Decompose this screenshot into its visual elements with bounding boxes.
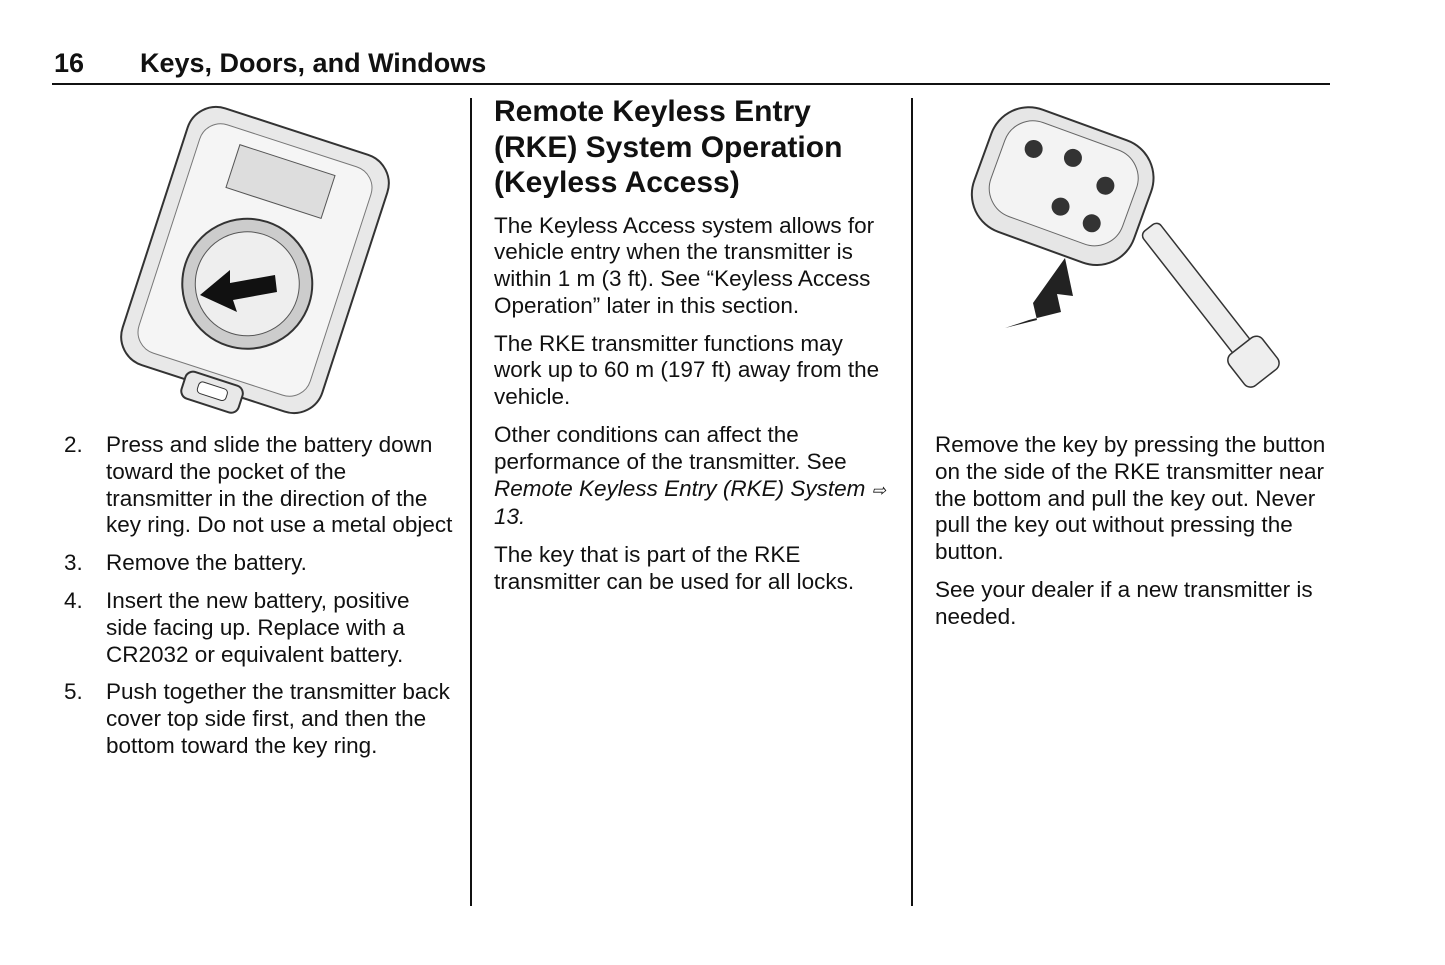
list-item: 5. Push together the transmitter back cover top side first, and then the bottom toward the key ring.	[64, 679, 450, 758]
battery-steps-list	[54, 432, 454, 760]
transmitter-battery-illustration	[105, 100, 400, 415]
paragraph: The Keyless Access system allows for vehicle entry when the transmitter is within 1 m (3 ft). See “Keyless Access Operation” later in this section.	[494, 212, 875, 318]
cross-reference-link[interactable]: Remote Keyless Entry (RKE) System ⇨ 13.	[494, 475, 886, 530]
column-divider	[470, 98, 472, 906]
key-removal-illustration	[965, 98, 1300, 418]
page-reference-arrow-icon: ⇨	[871, 480, 886, 500]
list-item: 4. Insert the new battery, positive side facing up. Replace with a CR2032 or equivalent battery.	[64, 587, 410, 667]
page-number: 16	[54, 48, 85, 78]
section-heading: Remote Keyless Entry (RKE) System Operation (Keyless Access)	[494, 95, 843, 199]
paragraph: Remove the key by pressing the button on the side of the RKE transmitter near the bottom and pull the key out. Never pull the key out without pressing the button.	[935, 432, 1326, 565]
middle-column	[494, 94, 894, 607]
column-divider	[911, 98, 913, 906]
left-column	[54, 432, 454, 771]
arrow-icon	[1005, 258, 1073, 328]
page-header	[54, 48, 486, 79]
list-item: 3. Remove the battery.	[64, 550, 307, 576]
section-title: Keys, Doors, and Windows	[140, 48, 487, 78]
right-column	[935, 432, 1335, 642]
paragraph: See your dealer if a new transmitter is needed.	[935, 576, 1313, 629]
paragraph: The key that is part of the RKE transmitter can be used for all locks.	[494, 542, 855, 595]
list-item: 2. Press and slide the battery down toward the pocket of the transmitter in the direction of the key ring. Do not use a metal object	[64, 432, 453, 538]
paragraph: The RKE transmitter functions may work up to 60 m (197 ft) away from the vehicle.	[494, 330, 880, 410]
header-rule	[52, 83, 1330, 85]
paragraph: Other conditions can affect the performance of the transmitter. See Remote Keyless Entry (RKE) System ⇨ 13.	[494, 422, 886, 530]
